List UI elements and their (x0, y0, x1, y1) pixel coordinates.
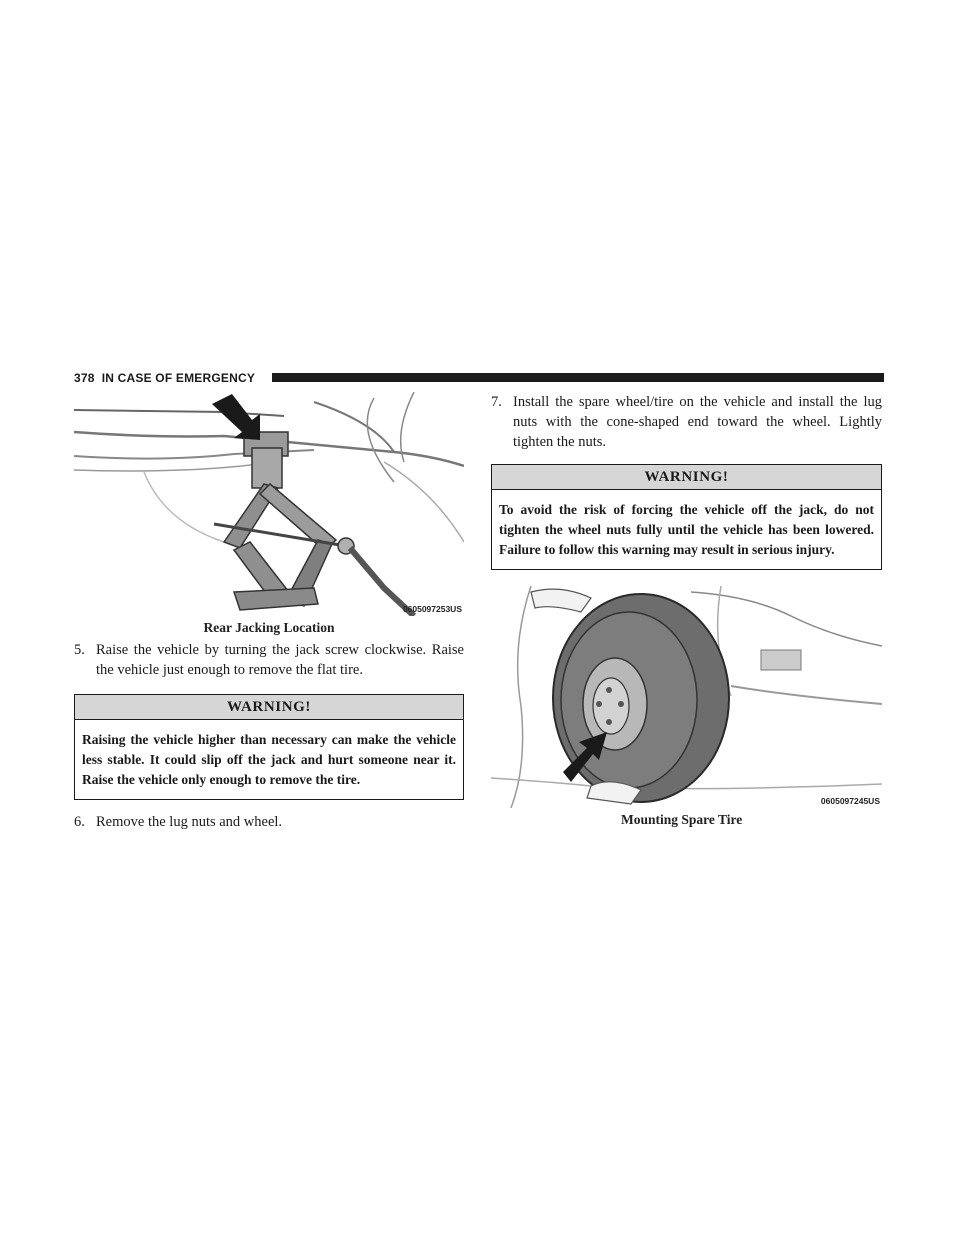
figure-caption: Rear Jacking Location (203, 620, 335, 635)
warning-box (491, 464, 882, 570)
step-5 (74, 640, 464, 680)
step-number: 5. (74, 642, 85, 658)
right-column (491, 392, 882, 828)
rear-jacking-figure (74, 392, 464, 616)
page-number: 378 (74, 371, 95, 385)
figure-id: 0605097253US (402, 604, 462, 614)
page-header-text (74, 370, 255, 386)
jack-illustration-icon (74, 392, 464, 616)
figure-id: 0605097245US (820, 796, 880, 806)
warning-body: Raising the vehicle higher than necessary can make the vehicle less stable. It could slip off the jack and hurt someone near it. Raise the vehicle only enough to remove the tire. (82, 732, 456, 787)
section-title: IN CASE OF EMERGENCY (101, 371, 256, 385)
warning-body: To avoid the risk of forcing the vehicle off the jack, do not tighten the wheel nuts fully until the vehicle has been lowered. Failure to follow this warning may result in serious injury. (499, 502, 874, 557)
step-text: Raise the vehicle by turning the jack screw clockwise. Raise the vehicle just enough to remove the flat tire. (96, 642, 464, 678)
step-number: 7. (491, 394, 502, 410)
left-column (74, 392, 464, 832)
header-rule (272, 373, 884, 382)
warning-title: WARNING! (75, 695, 463, 720)
step-text: Remove the lug nuts and wheel. (96, 814, 283, 830)
figure-caption: Mounting Spare Tire (621, 812, 743, 827)
page-header (74, 370, 884, 386)
step-7 (491, 392, 882, 452)
spare-tire-illustration-icon (491, 586, 882, 808)
spare-tire-figure (491, 586, 882, 808)
step-number: 6. (74, 814, 85, 830)
warning-box (74, 694, 464, 800)
warning-title: WARNING! (492, 465, 881, 490)
step-6 (74, 812, 464, 832)
step-text: Install the spare wheel/tire on the vehicle and install the lug nuts with the cone-shaped end toward the wheel. Lightly tighten the nuts. (513, 394, 882, 450)
